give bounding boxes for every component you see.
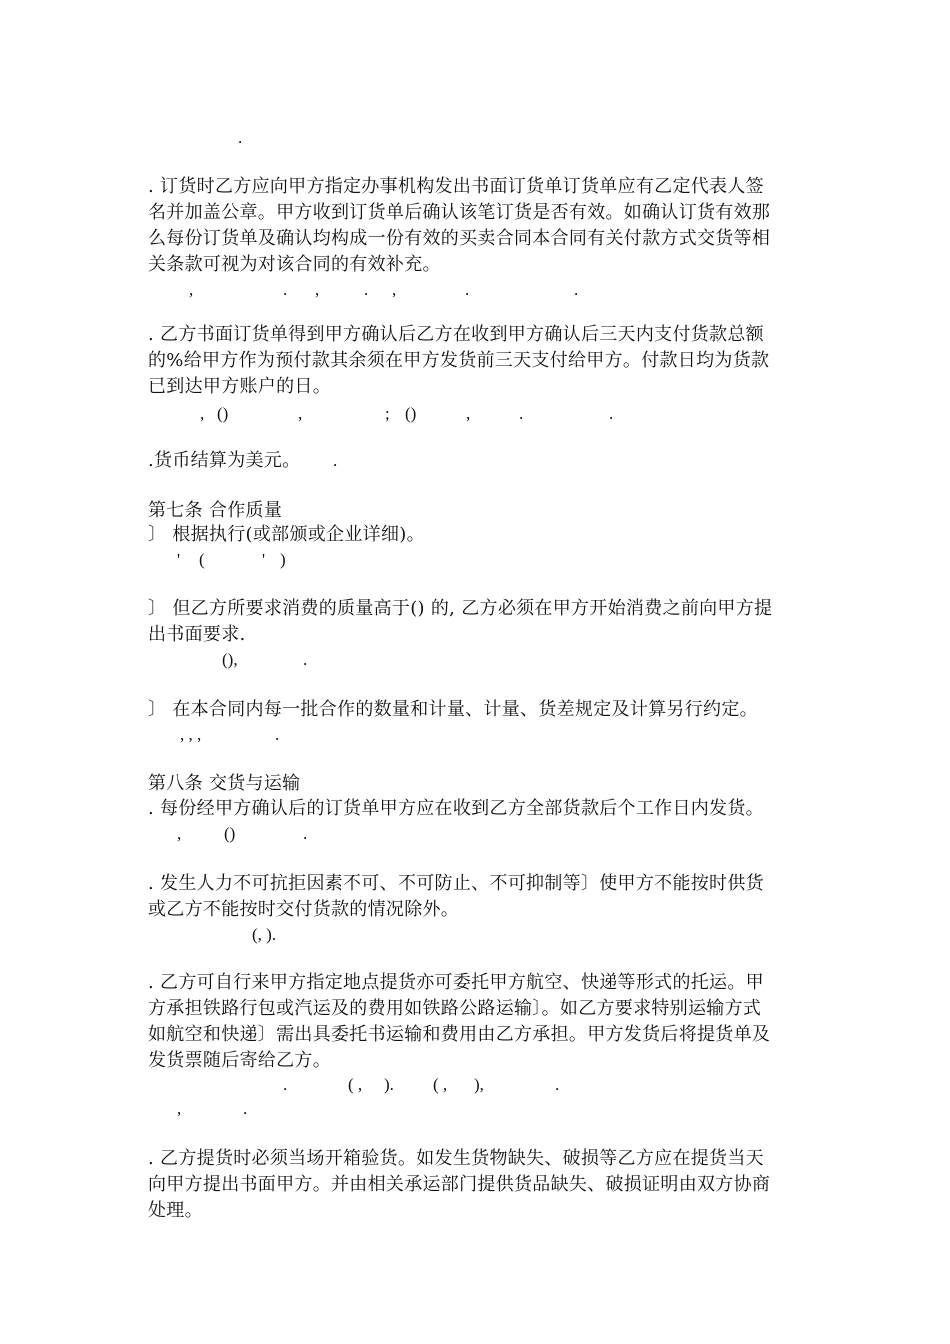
stray-mark: .	[303, 650, 308, 669]
section-heading: 第八条 交货与运输	[148, 773, 301, 794]
paragraph-line: . 乙方可自行来甲方指定地点提货亦可委托甲方航空、快递等形式的托运。甲	[148, 972, 764, 993]
stray-mark: .	[283, 1075, 288, 1094]
paragraph-line: . 乙方提货时必须当场开箱验货。如发生货物缺失、破损等乙方应在提货当天	[148, 1148, 764, 1169]
paragraph-line: 发货票随后寄给乙方。	[148, 1050, 331, 1071]
stray-mark: .	[364, 280, 369, 299]
stray-mark: .	[555, 1075, 560, 1094]
paragraph-line: 处理。	[148, 1200, 203, 1221]
stray-mark: ,	[200, 404, 205, 423]
paragraph-line: 或乙方不能按时交付货款的情况除外。	[148, 899, 460, 920]
stray-mark: .	[465, 280, 470, 299]
paragraph-line: . 订货时乙方应向甲方指定办事机构发出书面订货单订货单应有乙定代表人签	[148, 176, 764, 197]
stray-mark: ),	[474, 1075, 484, 1094]
stray-mark: )	[280, 550, 286, 569]
paragraph-line: . 每份经甲方确认后的订货单甲方应在收到乙方全部货款后个工作日内发货。	[148, 798, 764, 819]
stray-mark: .	[574, 280, 579, 299]
stray-mark: .	[238, 128, 243, 147]
stray-mark: .	[275, 725, 280, 744]
stray-mark: (	[199, 550, 205, 569]
stray-mark: ,	[315, 280, 320, 299]
paragraph-line: 〕 在本合同内每一批合作的数量和计量、计量、货差规定及计算另行约定。	[148, 699, 758, 720]
paragraph-line: 出书面要求.	[148, 624, 246, 645]
stray-mark: (),	[222, 650, 238, 669]
stray-mark: .	[333, 451, 338, 470]
paragraph-line: . 乙方书面订货单得到甲方确认后乙方在收到甲方确认后三天内支付货款总额	[148, 324, 764, 345]
stray-mark: ()	[217, 404, 229, 423]
stray-mark: .	[609, 404, 614, 423]
stray-mark: (, ).	[252, 925, 277, 944]
stray-mark: ( ,	[433, 1075, 448, 1094]
stray-mark: ,	[177, 1099, 182, 1118]
section-heading: 第七条 合作质量	[148, 500, 283, 521]
paragraph-line: 么每份订货单及确认均构成一份有效的买卖合同本合同有关付款方式交货等相	[148, 228, 771, 249]
paragraph-line: 方承担铁路行包或汽运及的费用如铁路公路运输〕。如乙方要求特别运输方式	[148, 998, 762, 1019]
stray-mark: .	[519, 404, 524, 423]
stray-mark: ).	[384, 1075, 394, 1094]
stray-mark: ,	[177, 824, 182, 843]
stray-mark: ,	[189, 280, 194, 299]
stray-mark: ,	[466, 404, 471, 423]
stray-mark: ;	[385, 404, 390, 423]
paragraph-line: 的%给甲方作为预付款其余须在甲方发货前三天支付给甲方。付款日均为货款	[148, 350, 770, 371]
stray-mark: '	[177, 550, 181, 569]
paragraph-line: 〕 根据执行(或部颁或企业详细)。	[148, 524, 425, 545]
paragraph-line: 关条款可视为对该合同的有效补充。	[148, 254, 441, 275]
paragraph-line: 〕 但乙方所要求消费的质量高于() 的, 乙方必须在甲方开始消费之前向甲方提	[148, 598, 773, 619]
stray-mark: .	[243, 1099, 248, 1118]
paragraph-line: 名并加盖公章。甲方收到订货单后确认该笔订货是否有效。如确认订货有效那	[148, 202, 771, 223]
stray-mark: ,	[392, 280, 397, 299]
stray-mark: ()	[405, 404, 417, 423]
stray-mark: '	[262, 550, 266, 569]
paragraph-line: 已到达甲方账户的日。	[148, 376, 331, 397]
stray-mark: ,	[298, 404, 303, 423]
stray-mark: .	[303, 824, 308, 843]
stray-mark: ( ,	[348, 1075, 363, 1094]
paragraph-line: .货币结算为美元。	[148, 450, 301, 471]
stray-mark: .	[283, 280, 288, 299]
stray-mark: , , ,	[180, 725, 202, 744]
paragraph-line: 向甲方提出书面甲方。并由相关承运部门提供货品缺失、破损证明由双方协商	[148, 1174, 771, 1195]
paragraph-line: 如航空和快递〕需出具委托书运输和费用由乙方承担。甲方发货后将提货单及	[148, 1024, 771, 1045]
stray-mark: ()	[224, 824, 236, 843]
paragraph-line: . 发生人力不可抗拒因素不可、不可防止、不可抑制等〕使甲方不能按时供货	[148, 873, 764, 894]
